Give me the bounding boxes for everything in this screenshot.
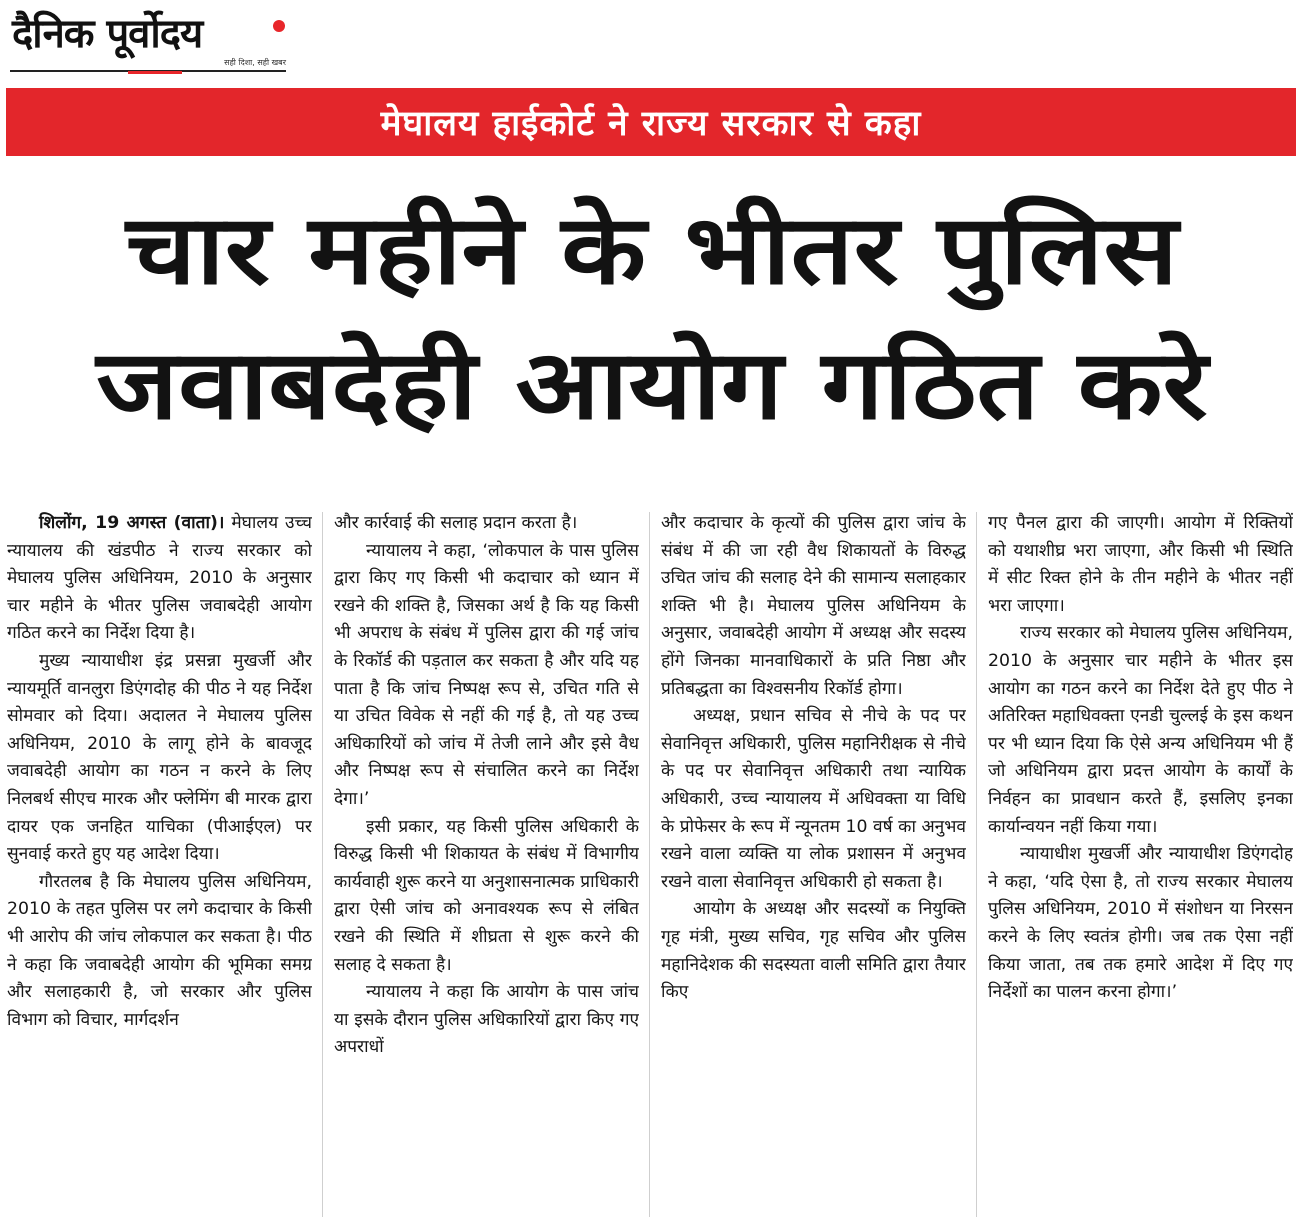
column-divider bbox=[649, 512, 650, 1217]
paragraph: इसी प्रकार, यह किसी पुलिस अधिकारी के विरुद्ध किसी भी शिकायत के संबंध में विभागीय कार्यवाही शुरू करने या अनुशासनात्मक प्राधिकारी द्वारा ऐसी जांच को अनावश्यक रूप से लंबित रखने की स्थिति में शीघ्रता से शुरू करने की सलाह दे सकता है। bbox=[334, 816, 639, 975]
headline-line-2: जवाबदेही आयोग गठित करे bbox=[96, 329, 1208, 441]
column-divider bbox=[976, 512, 977, 1217]
newspaper-tagline: सही दिशा, सही खबर bbox=[224, 58, 286, 67]
paragraph: आयोग के अध्यक्ष और सदस्यों क नियुक्ति गृह मंत्री, मुख्य सचिव, गृह सचिव और पुलिस महानिदेशक की सदस्यता वाली समिति द्वारा तैयार किए bbox=[661, 899, 966, 1003]
paragraph: राज्य सरकार को मेघालय पुलिस अधिनियम, 2010 के अनुसार चार महीने के भीतर इस आयोग का गठन करने का निर्देश देते हुए पीठ ने अतिरिक्त महाधिवक्ता एनडी चुल्लई के इस कथन पर भी ध्यान दिया कि ऐसे अन्य अधिनियम भी हैं जो अधिनियम द्वारा प्रदत्त आयोग के कार्यों के निर्वहन का प्रावधान करते हैं, इसलिए इनका कार्यान्वयन नहीं किया गया। bbox=[988, 623, 1293, 837]
column-divider bbox=[322, 512, 323, 1217]
paragraph: गए पैनल द्वारा की जाएगी। आयोग में रिक्तियों को यथाशीघ्र भरा जाएगा, और किसी भी स्थिति में सीट रिक्त होने के तीन महीने के भीतर नहीं भरा जाएगा। bbox=[988, 513, 1293, 616]
article-column-1 bbox=[7, 510, 312, 1222]
paragraph: मेघालय उच्च न्यायालय की खंडपीठ ने राज्य सरकार को मेघालय पुलिस अधिनियम, 2010 के अनुसार चार महीने के भीतर पुलिस जवाबदेही आयोग गठित करने का निर्देश दिया है। bbox=[7, 513, 312, 644]
kicker-text: मेघालय हाईकोर्ट ने राज्य सरकार से कहा bbox=[380, 103, 922, 144]
masthead-red-mark bbox=[128, 71, 182, 74]
article-column-2 bbox=[334, 510, 639, 1222]
dateline: शिलोंग, 19 अगस्त (वाता)। bbox=[39, 513, 225, 533]
paragraph: न्यायाधीश मुखर्जी और न्यायाधीश डिएंगदोह ने कहा, ‘यदि ऐसा है, तो राज्य सरकार मेघालय पुलिस अधिनियम, 2010 में संशोधन या निरसन करने के लिए स्वतंत्र होगी। जब तक ऐसा नहीं किया जाता, तब तक हमारे आदेश में दिए गए निर्देशों का पालन करना होगा।’ bbox=[988, 844, 1293, 1003]
headline-line-1: चार महीने के भीतर पुलिस bbox=[126, 194, 1178, 306]
paragraph: मुख्य न्यायाधीश इंद्र प्रसन्ना मुखर्जी और न्यायमूर्ति वानलुरा डिएंगदोह की पीठ ने यह निर्देश सोमवार को दिया। अदालत ने मेघालय पुलिस अधिनियम, 2010 के लागू होने के बावजूद जवाबदेही आयोग का गठन न करने के लिए निलबर्थ सीएच मारक और फ्लेमिंग बी मारक द्वारा दायर एक जनहित याचिका (पीआईएल) पर सुनवाई करते हुए यह आदेश दिया। bbox=[7, 650, 312, 865]
masthead bbox=[10, 8, 288, 74]
paragraph: अध्यक्ष, प्रधान सचिव से नीचे के पद पर सेवानिवृत्त अधिकारी, पुलिस महानिरीक्षक से नीचे के पद पर सेवानिवृत्त अधिकारी तथा न्यायिक अधिकारी, उच्च न्यायालय में अधिवक्ता या विधि के प्रोफेसर के रूप में न्यूनतम 10 वर्ष का अनुभव रखने वाला व्यक्ति या लोक प्रशासन में अनुभव रखने वाला सेवानिवृत्त अधिकारी हो सकता है। bbox=[661, 706, 966, 892]
paragraph: और कदाचार के कृत्यों की पुलिस द्वारा जांच के संबंध में की जा रही वैध शिकायतों के विरुद्ध उचित जांच की सलाह देने की सामान्य सलाहकार शक्ति भी है। मेघालय पुलिस अधिनियम के अनुसार, जवाबदेही आयोग में अध्यक्ष और सदस्य होंगे जिनका मानवाधिकारों के प्रति निष्ठा और प्रतिबद्धता का विश्वसनीय रिकॉर्ड होगा। bbox=[661, 513, 966, 699]
paragraph: गौरतलब है कि मेघालय पुलिस अधिनियम, 2010 के तहत पुलिस पर लगे कदाचार के किसी भी आरोप की जांच लोकपाल कर सकता है। पीठ ने कहा कि जवाबदेही आयोग की भूमिका समग्र और सलाहकारी है, जो सरकार और पुलिस विभाग को विचार, मार्गदर्शन bbox=[7, 871, 312, 1030]
paragraph: न्यायालय ने कहा, ‘लोकपाल के पास पुलिस द्वारा किए गए किसी भी कदाचार को ध्यान में रखने की शक्ति है, जिसका अर्थ है कि यह किसी भी अपराध के संबंध में पुलिस द्वारा की गई जांच के रिकॉर्ड की पड़ताल कर सकता है और यदि यह पाता है कि जांच निष्पक्ष रूप से, उचित गति से या उचित विवेक से नहीं की गई है, तो यह उच्च अधिकारियों को जांच में तेजी लाने और इसे वैध और निष्पक्ष रूप से संचालित करने का निर्देश देगा।’ bbox=[334, 540, 639, 809]
kicker-band bbox=[6, 88, 1296, 156]
paragraph: और कार्रवाई की सलाह प्रदान करता है। bbox=[334, 513, 578, 533]
paragraph: न्यायालय ने कहा कि आयोग के पास जांच या इसके दौरान पुलिस अधिकारियों द्वारा किए गए अपराधों bbox=[334, 982, 639, 1058]
article-column-4 bbox=[988, 510, 1293, 1222]
logo-dot-icon bbox=[273, 20, 285, 32]
newspaper-name: दैनिक पूर्वोदय bbox=[12, 10, 203, 57]
article-column-3 bbox=[661, 510, 966, 1222]
